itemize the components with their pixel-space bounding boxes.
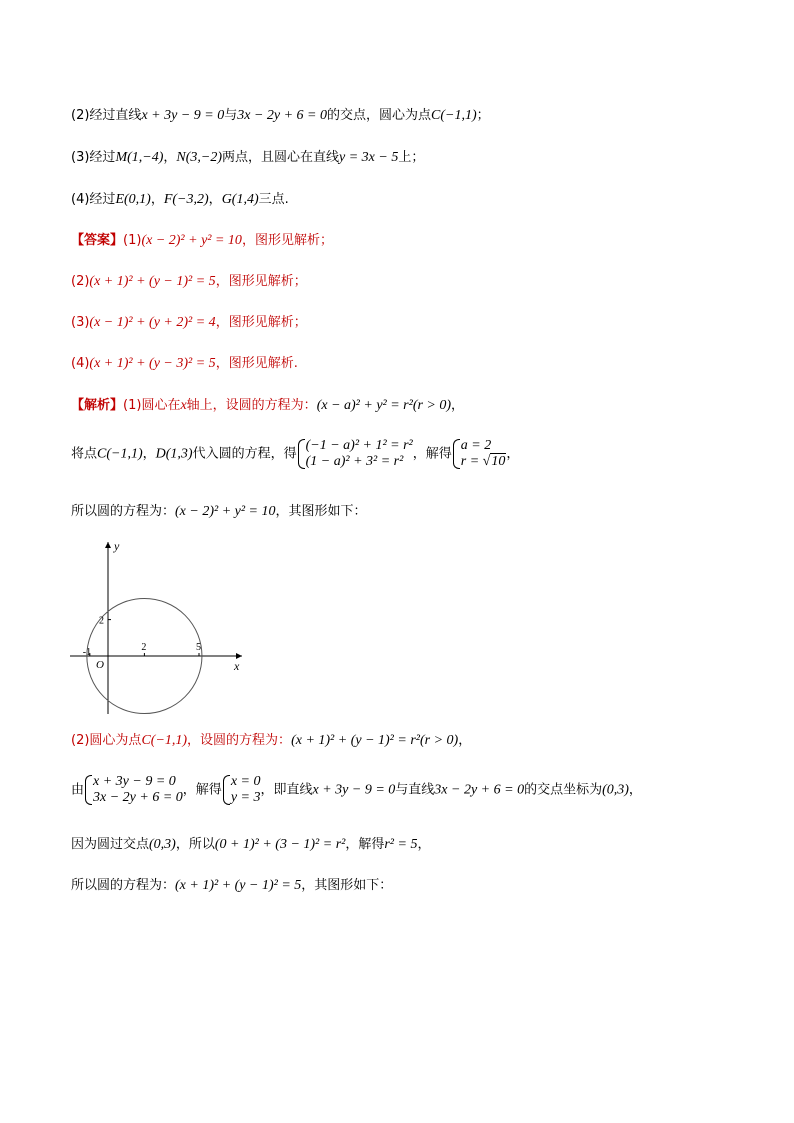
- analysis-text: ，所以: [175, 837, 215, 852]
- problem-text: 的交点，圆心为点: [327, 108, 432, 123]
- answer-2: [71, 273, 307, 291]
- intersection-point: (0,3): [602, 782, 629, 798]
- problem-number: (2): [71, 108, 90, 123]
- x-tick-label: 2: [141, 642, 147, 653]
- point-n: N(3,−2): [176, 150, 222, 165]
- analysis-6: [71, 836, 430, 854]
- x-tick-label: 5: [196, 642, 201, 653]
- line-equation-1: x + 3y − 9 = 0: [141, 108, 225, 123]
- problem-text: 与: [224, 108, 238, 123]
- system-row: a = 2: [460, 438, 492, 453]
- circle-figure: [64, 532, 254, 717]
- point-g: G(1,4): [221, 192, 259, 207]
- answer-note: ，图形见解析；: [215, 274, 307, 289]
- system-row: x + 3y − 9 = 0: [93, 774, 176, 789]
- center-point: C(−1,1): [141, 733, 188, 748]
- problem-3: [71, 149, 424, 167]
- solution-system: [452, 438, 507, 470]
- system-row: (−1 − a)² + 1² = r²: [305, 438, 413, 453]
- substitution-equation: (0 + 1)² + (3 − 1)² = r²: [214, 837, 346, 852]
- system-row: y = 3: [230, 790, 261, 805]
- answer-equation: (x + 1)² + (y − 1)² = 5: [89, 274, 216, 289]
- punctuation: ，: [417, 837, 431, 852]
- solution-system: [222, 774, 261, 806]
- punctuation: ，: [506, 446, 520, 462]
- analysis-label: 【解析】: [71, 398, 124, 413]
- line-equation: y = 3x − 5: [339, 150, 399, 165]
- general-equation: (x + 1)² + (y − 1)² = r²(r > 0): [291, 733, 459, 748]
- analysis-number: (2): [71, 733, 90, 748]
- y-tick-label: 2: [99, 615, 104, 627]
- analysis-7: [71, 877, 392, 895]
- system-row: 3x − 2y + 6 = 0: [93, 790, 183, 805]
- analysis-text: 所以圆的方程为：: [71, 504, 176, 519]
- punctuation: ，: [628, 782, 642, 798]
- line-equation-2: 3x − 2y + 6 = 0: [434, 782, 525, 798]
- analysis-text: ，解得: [182, 782, 222, 798]
- y-axis-label: y: [114, 539, 120, 553]
- problem-text: 经过直线: [89, 108, 142, 123]
- analysis-text: 的交点坐标为: [524, 782, 603, 798]
- x-tick-label: -1: [82, 647, 92, 658]
- analysis-text: 圆心在: [141, 398, 181, 413]
- problem-number: (3): [71, 150, 90, 165]
- general-equation: (x − a)² + y² = r²(r > 0): [316, 398, 452, 413]
- punctuation: ；: [476, 108, 490, 123]
- point-f: F(−3,2): [163, 192, 209, 207]
- answer-number: (2): [71, 274, 90, 289]
- point-e: E(0,1): [115, 192, 151, 207]
- analysis-text: 轴上，设圆的方程为：: [186, 398, 317, 413]
- problem-4: [71, 191, 289, 209]
- analysis-number: (1): [123, 398, 142, 413]
- answer-label: 【答案】: [71, 233, 124, 248]
- analysis-text: ，解得: [412, 446, 452, 462]
- answer-number: (3): [71, 315, 90, 330]
- analysis-text: 将点: [71, 446, 98, 462]
- analysis-text: 所以圆的方程为：: [71, 878, 176, 893]
- point-m: M(1,−4): [115, 150, 164, 165]
- radius-squared: r² = 5: [384, 837, 418, 852]
- analysis-text: 由: [71, 782, 85, 798]
- system-row: x = 0: [230, 774, 261, 789]
- point-c: C(−1,1): [97, 446, 143, 462]
- x-axis-label: x: [234, 659, 240, 673]
- analysis-text: ，其图形如下：: [301, 878, 393, 893]
- punctuation: ，: [163, 150, 177, 165]
- analysis-3: [71, 503, 367, 521]
- point-d: D(1,3): [155, 446, 193, 462]
- axis-variable: x: [180, 398, 187, 413]
- analysis-4: [71, 732, 471, 750]
- analysis-text: 代入圆的方程，得: [192, 446, 297, 462]
- intersection-point: (0,3): [149, 837, 176, 852]
- analysis-text: ，设圆的方程为：: [187, 733, 292, 748]
- problem-text: 经过: [89, 150, 116, 165]
- answer-note: ，图形见解析.: [215, 356, 298, 371]
- answer-equation: (x − 1)² + (y + 2)² = 4: [89, 315, 216, 330]
- problem-number: (4): [71, 192, 90, 207]
- circle-equation: (x − 2)² + y² = 10: [175, 504, 276, 519]
- analysis-text: 与直线: [395, 782, 435, 798]
- analysis-text: ，解得: [345, 837, 385, 852]
- analysis-text: ，其图形如下：: [275, 504, 367, 519]
- equation-system: [84, 774, 183, 806]
- punctuation: ，: [150, 192, 164, 207]
- analysis-text: 圆心为点: [89, 733, 142, 748]
- answer-note: ，图形见解析；: [241, 233, 333, 248]
- problem-text: 上；: [398, 150, 425, 165]
- sqrt-radicand: 10: [491, 454, 506, 469]
- system-row: (1 − a)² + 3² = r²: [305, 454, 404, 469]
- analysis-2: [71, 438, 519, 470]
- punctuation: ，: [142, 446, 156, 462]
- problem-text: 经过: [89, 192, 116, 207]
- radius-lhs: r =: [460, 454, 483, 469]
- problem-text: 两点，且圆心在直线: [222, 150, 340, 165]
- answer-number: (1): [123, 233, 142, 248]
- punctuation: ，: [458, 733, 472, 748]
- equation-system: [297, 438, 413, 470]
- center-point: C(−1,1): [431, 108, 477, 123]
- circle-equation: (x + 1)² + (y − 1)² = 5: [175, 878, 302, 893]
- analysis-1: [71, 397, 464, 415]
- analysis-text: ，即直线: [260, 782, 313, 798]
- problem-2: [71, 107, 490, 125]
- line-equation-1: x + 3y − 9 = 0: [312, 782, 396, 798]
- answer-1: [71, 232, 333, 250]
- analysis-text: 因为圆过交点: [71, 837, 150, 852]
- line-equation-2: 3x − 2y + 6 = 0: [237, 108, 328, 123]
- answer-equation: (x − 2)² + y² = 10: [141, 233, 242, 248]
- problem-text: 三点.: [258, 192, 289, 207]
- punctuation: ，: [451, 398, 465, 413]
- system-row: r = √10: [460, 454, 506, 469]
- answer-3: [71, 314, 307, 332]
- punctuation: ，: [208, 192, 222, 207]
- answer-equation: (x + 1)² + (y − 3)² = 5: [89, 356, 216, 371]
- analysis-5: [71, 774, 642, 806]
- answer-4: [71, 355, 298, 373]
- answer-note: ，图形见解析；: [215, 315, 307, 330]
- origin-label: O: [96, 659, 104, 671]
- answer-number: (4): [71, 356, 90, 371]
